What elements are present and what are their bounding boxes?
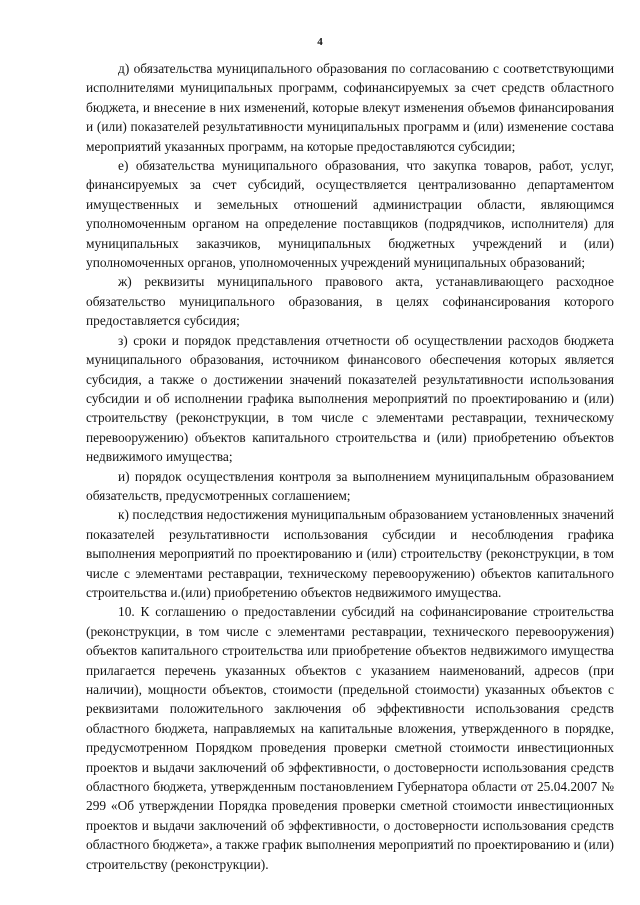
paragraph-item-d: д) обязательства муниципального образования по согласованию с соответствующими исполнителями муниципальных программ, софинансируемых за счет средств областного бюджета, и внесение в них изменений, которые влекут изменения объемов финансирования и (или) показателей результативности муниципальных программ и (или) изменение состава мероприятий указанных программ, на которые предоставляются субсидии; — [86, 61, 614, 154]
paragraph-item-z: з) сроки и порядок представления отчетности об осуществлении расходов бюджета муниципального образования, источником финансового обеспечения которых является субсидия, а также о достижении значений показателей результативности использования субсидии и об исполнении графика выполнения мероприятий по проектированию и (или) строительству (реконструкции, в том числе с элементами реставрации, техническому перевооружению) объектов капитального строительства и (или) приобретению объектов недвижимого имущества; — [86, 332, 614, 465]
paragraph-item-i: и) порядок осуществления контроля за выполнением муниципальным образованием обязательств, предусмотренных соглашением; — [86, 468, 614, 503]
paragraph-section-10: 10. К соглашению о предоставлении субсидий на софинансирование строительства (реконструкции, в том числе с элементами реставрации, технического перевооружения) объектов капитального строительства или приобретение объектов недвижимого имущества прилагается перечень указанных объектов с указанием наименований, адресов (при наличии), мощности объектов, стоимости (предельной стоимости) указанных объектов с реквизитами положительного заключения об эффективности использования средств областного бюджета, направляемых на капитальные вложения, утвержденного в порядке, предусмотренном Порядком проведения проверки сметной стоимости инвестиционных проектов и выдачи заключений об эффективности, о достоверности использования средств областного бюджета, утвержденным постановлением Губернатора области от 25.04.2007 № 299 «Об утверждении Порядка проведения проверки сметной стоимости инвестиционных проектов и выдачи заключений об эффективности, о достоверности использования средств областного бюджета», а также график выполнения мероприятий по проектированию и (или) строительству (реконструкции). — [86, 604, 614, 872]
paragraph-item-e: е) обязательства муниципального образования, что закупка товаров, работ, услуг, финансируемых за счет субсидий, осуществляется централизованно департаментом имущественных и земельных отношений администрации области, являющимся уполномоченным органом на определение поставщиков (подрядчиков, исполнителя) для муниципальных заказчиков, муниципальных бюджетных учреждений и (или) уполномоченных органов, уполномоченных учреждений муниципальных образований; — [86, 158, 614, 271]
paragraph-item-zh: ж) реквизиты муниципального правового акта, устанавливающего расходное обязательство муниципального образования, в целях софинансирования которого предоставляется субсидия; — [86, 274, 614, 329]
page-number: 4 — [317, 36, 323, 48]
paragraph-item-k: к) последствия недостижения муниципальным образованием установленных значений показателей результативности использования субсидии и несоблюдения графика выполнения мероприятий по проектированию и (или) строительству (реконструкции, в том числе с элементами реставрации, техническому перевооружению) объектов капитального строительства и.(или) приобретению объектов недвижимого имущества. — [86, 507, 614, 600]
document-body — [86, 59, 614, 874]
